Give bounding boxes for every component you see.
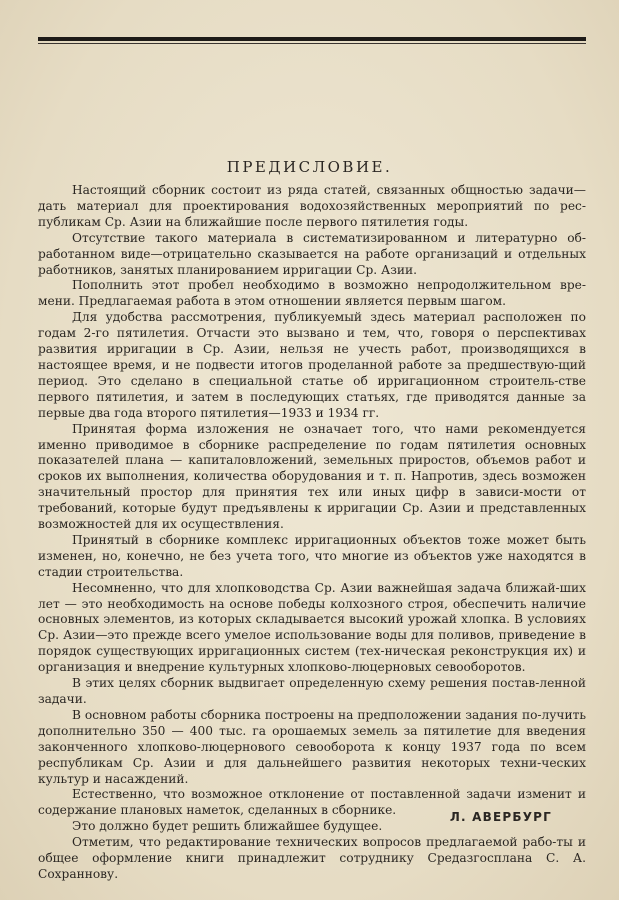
paragraph: Настоящий сборник состоит из ряда статей, связанных общностью задачи— дать материал для проектирования водохозяйственных мероприятий по рес-публикам Ср. Азии на ближайшие после первого пятилетия годы. — [38, 183, 586, 229]
paragraph: В основном работы сборника построены на предположении задания по-лучить дополнительно 350 — 400 тыс. га орошаемых земель за пятилетие для введения законченного хлопково-люцернового севооборота к концу 1937 года по всем республикам Ср. Азии и для дальнейшего развития некоторых техни-ческих культур и насаждений. — [38, 707, 586, 786]
top-rule-thin — [38, 43, 586, 44]
page-title: ПРЕДИСЛОВИЕ. — [226, 158, 393, 176]
paragraph: Это должно будет решить ближайшее будущее. — [72, 819, 383, 834]
paragraph: В этих целях сборник выдвигает определенную схему решения постав-ленной задачи. — [38, 676, 586, 706]
paragraph: Принятая форма изложения не означает того, что нами рекомендуется именно приводимое в сборнике распределение по годам пятилетия основных показателей плана — капиталовложений, земельных приростов, объемов работ и сроков их выполнения, количества оборудования и т. п. Напротив, здесь возможен значительный простор для принятия тех или иных цифр в зависи-мости от требований, которые будут предъявлены к ирригации Ср. Азии и представленных возможностей для их осуществления. — [38, 421, 586, 532]
author-signature: Л. АВЕРБУРГ — [449, 810, 552, 824]
document-body — [38, 183, 586, 883]
paragraph: Принятый в сборнике комплекс ирригационных объектов тоже может быть изменен, но, конечно, не без учета того, что многие из объектов уже находятся в стадии строительства. — [38, 532, 586, 579]
paragraph: Отсутствие такого материала в систематизированном и литературно об-работанном виде—отрицательно сказывается на работе организаций и отдельных работников, занятых планированием ирригации Ср. Азии. — [38, 230, 586, 277]
paragraph: Отметим, что редактирование технических вопросов предлагаемой рабо-ты и общее оформление книги принадлежит сотруднику Средазгосплана С. А. Сохраннову. — [38, 835, 586, 881]
paragraph: Для удобства рассмотрения, публикуемый здесь материал расположен по годам 2-го пятилетия. Отчасти это вызвано и тем, что, говоря о перспективах развития ирригации в Ср. Азии, нельзя не учесть работ, производящихся в настоящее время, и не подвести итогов проделанной работе за предшествую-щий период. Это сделано в специальной статье об ирригационном строитель-стве первого пятилетия, и затем в последующих статьях, где приводятся данные за первые два года второго пятилетия—1933 и 1934 гг. — [38, 310, 586, 420]
paragraph: Пополнить этот пробел необходимо в возможно непродолжительном вре-мени. Предлагаемая работа в этом отношении является первым шагом. — [38, 278, 586, 309]
top-rule — [38, 37, 586, 41]
paragraph: Несомненно, что для хлопководства Ср. Азии важнейшая задача ближай-ших лет — это необходимость на основе победы колхозного строя, обеспечить наличие основных элементов, из которых складывается высокий урожай хлопка. В условиях Ср. Азии—это прежде всего умелое использование воды для поливов, приведение в порядок существующих ирригационных систем (тех-ническая реконструкция их) и организация и внедрение культурных хлопково-люцерновых севооборотов. — [38, 580, 586, 675]
paragraph: Естественно, что возможное отклонение от поставленной задачи изменит и содержание плановых наметок, сделанных в сборнике. — [38, 787, 586, 818]
